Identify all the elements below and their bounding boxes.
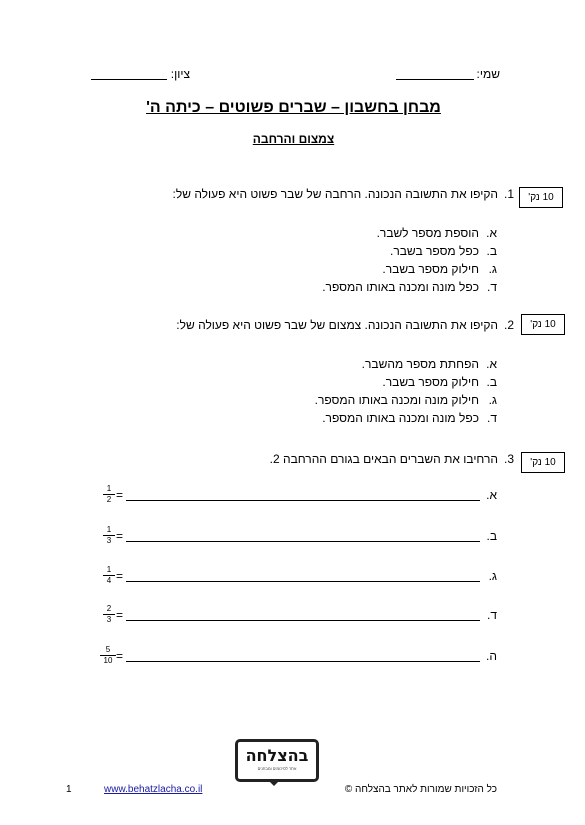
question-number: 1.	[503, 187, 514, 201]
question-number: 2.	[503, 318, 514, 332]
item-letter: ג.	[488, 569, 497, 583]
page-title: מבחן בחשבון – שברים פשוטים – כיתה ה'	[146, 99, 441, 116]
fraction-numerator: 1	[103, 566, 115, 576]
item-letter: ד.	[487, 608, 497, 622]
grade-label: ציון:	[170, 67, 190, 81]
option-text[interactable]: הפחתת מספר מהשבר.	[361, 357, 479, 371]
option-text[interactable]: חילוק מספר בשבר.	[382, 375, 479, 389]
question-text: הקיפו את התשובה הנכונה. הרחבה של שבר פשוט היא פעולה של:	[172, 187, 498, 201]
fraction-denominator: 10	[103, 656, 113, 665]
copyright-text: כל הזכויות שמורות לאתר בהצלחה ©	[344, 784, 497, 795]
page-number: 1	[66, 784, 72, 795]
option-letter: א.	[486, 357, 497, 371]
answer-line[interactable]	[126, 581, 480, 582]
option-text[interactable]: כפל מספר בשבר.	[390, 244, 479, 258]
answer-line[interactable]	[126, 500, 480, 501]
fraction-denominator: 3	[106, 536, 112, 545]
option-text[interactable]: חילוק מספר בשבר.	[382, 262, 479, 276]
question-number: 3.	[503, 452, 514, 466]
fraction-denominator: 2	[106, 495, 112, 504]
fraction-denominator: 3	[106, 615, 112, 624]
answer-line[interactable]	[126, 661, 480, 662]
answer-line[interactable]	[126, 541, 480, 542]
equals-sign: =	[116, 649, 124, 663]
fraction	[100, 646, 116, 665]
option-letter: ב.	[486, 244, 497, 258]
fraction	[103, 526, 115, 545]
fraction	[103, 566, 115, 585]
fraction	[103, 605, 115, 624]
equals-sign: =	[116, 608, 124, 622]
site-link[interactable]: www.behatzlacha.co.il	[104, 784, 203, 795]
option-text[interactable]: הוספת מספר לשבר.	[376, 226, 479, 240]
grade-field[interactable]	[91, 79, 167, 80]
points-box: 10 נק'	[519, 187, 563, 208]
option-letter: ד.	[487, 411, 497, 425]
logo-pointer	[268, 780, 280, 786]
equals-sign: =	[116, 529, 124, 543]
page-subtitle: צמצום והרחבה	[252, 132, 335, 146]
logo-text: בהצלחה	[245, 746, 309, 765]
name-label: שמי:	[476, 67, 500, 81]
item-letter: ה.	[486, 649, 497, 663]
answer-line[interactable]	[126, 620, 480, 621]
option-letter: ג.	[488, 262, 497, 276]
option-letter: א.	[486, 226, 497, 240]
fraction-numerator: 1	[103, 526, 115, 536]
option-text[interactable]: כפל מונה ומכנה באותו המספר.	[322, 411, 479, 425]
option-letter: ב.	[486, 375, 497, 389]
question-text: הרחיבו את השברים הבאים בגורם ההרחבה 2.	[269, 452, 498, 466]
logo-tagline: אתר לסיכומים ומבחנים	[257, 766, 297, 771]
equals-sign: =	[116, 488, 124, 502]
points-box: 10 נק'	[521, 314, 565, 335]
fraction-numerator: 1	[103, 485, 115, 495]
points-box: 10 נק'	[521, 452, 565, 473]
option-text[interactable]: חילוק מונה ומכנה באותו המספר.	[314, 393, 479, 407]
equals-sign: =	[116, 569, 124, 583]
logo	[235, 739, 319, 782]
question-text: הקיפו את התשובה הנכונה. צמצום של שבר פשוט היא פעולה של:	[176, 318, 498, 332]
item-letter: ב.	[486, 529, 497, 543]
fraction	[103, 485, 115, 504]
fraction-numerator: 2	[103, 605, 115, 615]
item-letter: א.	[486, 488, 497, 502]
option-letter: ד.	[487, 280, 497, 294]
option-text[interactable]: כפל מונה ומכנה באותו המספר.	[322, 280, 479, 294]
option-letter: ג.	[488, 393, 497, 407]
name-field[interactable]	[396, 79, 474, 80]
fraction-denominator: 4	[106, 576, 112, 585]
fraction-numerator: 5	[100, 646, 116, 656]
